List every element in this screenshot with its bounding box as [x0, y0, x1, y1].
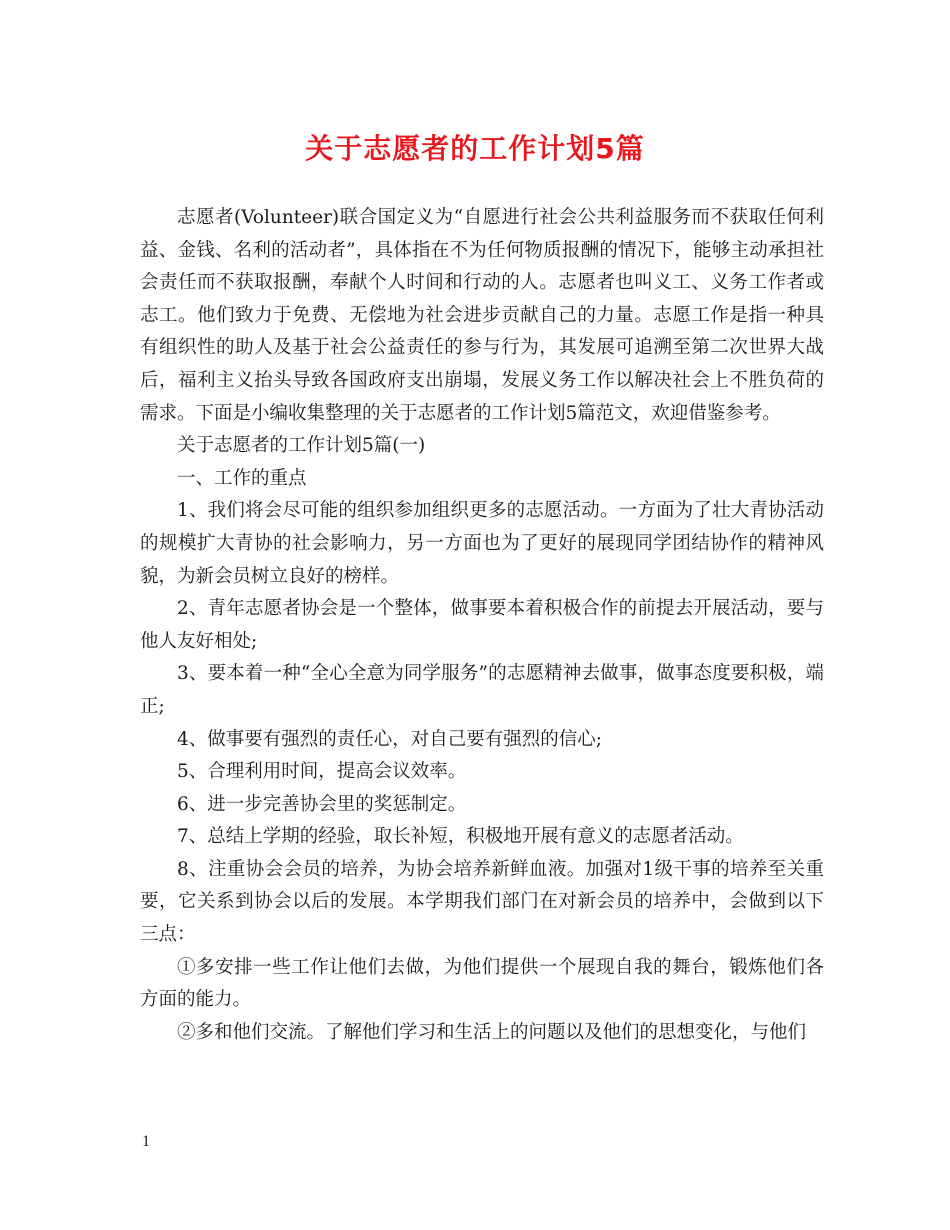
paragraph-subpoint-1: ①多安排一些工作让他们去做，为他们提供一个展现自我的舞台，锻炼他们各方面的能力。	[140, 956, 824, 1011]
paragraph-item-5: 5、合理利用时间，提高会议效率。	[177, 761, 467, 783]
paragraph-section-heading: 关于志愿者的工作计划5篇(一)	[177, 435, 426, 457]
paragraph-item-3: 3、要本着一种“全心全意为同学服务”的志愿精神去做事，做事态度要积极，端正;	[140, 663, 824, 717]
paragraph-intro: 志愿者(Volunteer)联合国定义为“自愿进行社会公共利益服务而不获取任何利益、金钱、名利的活动者”，具体指在不为任何物质报酬的情况下，能够主动承担社会责任而不获取报酬，奉献个人时间和行动的人。志愿者也叫义工、义务工作者或志工。他们致力于免费、无偿地为社会进步贡献自己的力量。志愿工作是指一种具有组织性的助人及基于社会公益责任的参与行为，其发展可追溯至第二次世界大战后，福利主义抬头导致各国政府支出崩塌，发展义务工作以解决社会上不胜负荷的需求。下面是小编收集整理的关于志愿者的工作计划5篇范文，欢迎借鉴参考。	[140, 207, 824, 424]
paragraph-item-1: 1、我们将会尽可能的组织参加组织更多的志愿活动。一方面为了壮大青协活动的规模扩大青协的社会影响力，另一方面也为了更好的展现同学团结协作的精神风貌，为新会员树立良好的榜样。	[140, 500, 824, 587]
paragraph-item-8: 8、注重协会会员的培养，为协会培养新鲜血液。加强对1级干事的培养至关重要，它关系到协会以后的发展。本学期我们部门在对新会员的培养中，会做到以下三点：	[140, 858, 824, 946]
paragraph-item-7: 7、总结上学期的经验，取长补短，积极地开展有意义的志愿者活动。	[177, 826, 744, 848]
paragraph-item-6: 6、进一步完善协会里的奖惩制定。	[177, 793, 467, 815]
paragraph-subheading: 一、工作的重点	[177, 467, 307, 489]
paragraph-subpoint-2: ②多和他们交流。了解他们学习和生活上的问题以及他们的思想变化，与他们	[177, 1021, 807, 1043]
paragraph-item-2: 2、青年志愿者协会是一个整体，做事要本着积极合作的前提去开展活动，要与他人友好相处;	[140, 598, 824, 652]
page-number: 1	[142, 1133, 150, 1150]
paragraph-item-4: 4、做事要有强烈的责任心，对自己要有强烈的信心;	[177, 728, 603, 750]
document-body	[140, 202, 824, 1049]
document-title: 关于志愿者的工作计划5篇	[305, 132, 645, 165]
